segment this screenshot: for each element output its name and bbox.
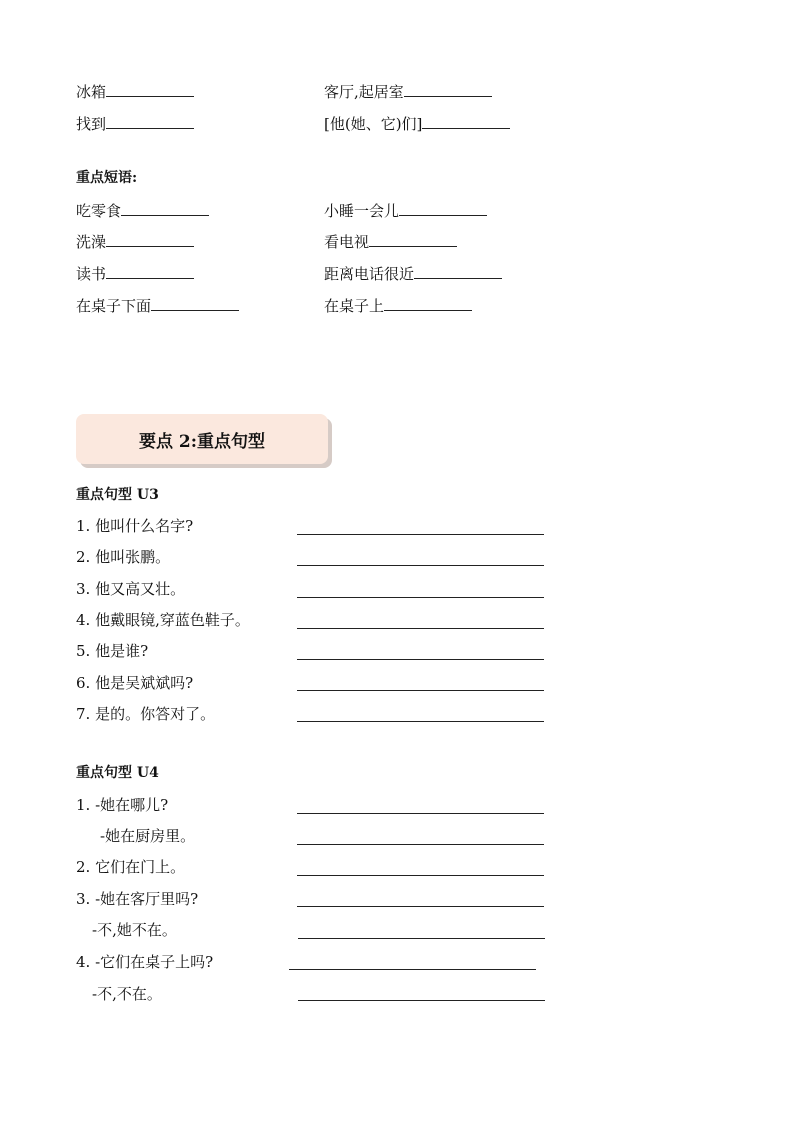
phrase-label: 读书 (76, 265, 107, 283)
answer-blank[interactable] (106, 264, 194, 279)
answer-line[interactable] (297, 875, 544, 876)
answer-line[interactable] (297, 628, 544, 629)
answer-line[interactable] (297, 721, 544, 722)
vocab-item-living-room (324, 82, 492, 102)
vocab-item-find (76, 114, 194, 134)
phrase-label: 在桌子上 (324, 297, 385, 315)
vocab-label: 客厅,起居室 (324, 83, 404, 101)
phrase-label: 洗澡 (76, 233, 107, 251)
phrases-heading: 重点短语: (76, 170, 138, 186)
phrase-item (76, 201, 209, 221)
phrase-label: 距离电话很近 (324, 265, 415, 283)
answer-blank[interactable] (151, 296, 239, 311)
phrase-item (324, 201, 487, 221)
phrase-label: 吃零食 (76, 202, 122, 220)
phrase-label: 看电视 (324, 233, 370, 251)
sentence-item: -不,她不在。 (92, 921, 177, 939)
phrase-item (324, 232, 457, 252)
phrase-item (324, 296, 472, 316)
answer-line[interactable] (297, 534, 544, 535)
answer-blank[interactable] (106, 232, 194, 247)
vocab-label: 冰箱 (76, 83, 107, 101)
answer-blank[interactable] (404, 82, 492, 97)
sentence-item: 2. 他叫张鹏。 (76, 548, 171, 566)
vocab-item-they (324, 114, 510, 134)
answer-blank[interactable] (414, 264, 502, 279)
answer-line[interactable] (297, 813, 544, 814)
phrase-item (76, 296, 239, 316)
answer-line[interactable] (297, 690, 544, 691)
answer-blank[interactable] (121, 201, 209, 216)
vocab-label: [他(她、它)们] (324, 115, 423, 133)
sentence-item: -她在厨房里。 (100, 827, 196, 845)
sentence-item: 6. 他是吴斌斌吗? (76, 674, 194, 692)
answer-blank[interactable] (106, 82, 194, 97)
sentence-item: 7. 是的。你答对了。 (76, 705, 216, 723)
vocab-item-fridge (76, 82, 194, 102)
answer-line[interactable] (298, 938, 545, 939)
sentence-item: 4. 他戴眼镜,穿蓝色鞋子。 (76, 611, 250, 629)
u3-heading: 重点句型 U3 (76, 487, 159, 503)
answer-line[interactable] (297, 597, 544, 598)
sentence-item: 1. 他叫什么名字? (76, 517, 194, 535)
sentence-item: -不,不在。 (92, 985, 162, 1003)
phrase-item (76, 264, 194, 284)
answer-blank[interactable] (384, 296, 472, 311)
answer-blank[interactable] (422, 114, 510, 129)
vocab-label: 找到 (76, 115, 107, 133)
answer-blank[interactable] (399, 201, 487, 216)
sentence-item: 5. 他是谁? (76, 642, 149, 660)
phrase-item (324, 264, 502, 284)
sentence-item: 1. -她在哪儿? (76, 796, 169, 814)
answer-blank[interactable] (106, 114, 194, 129)
answer-line[interactable] (297, 906, 544, 907)
answer-line[interactable] (297, 659, 544, 660)
answer-line[interactable] (298, 1000, 545, 1001)
section-title: 要点 2:重点句型 (138, 431, 266, 452)
sentence-item: 3. -她在客厅里吗? (76, 890, 199, 908)
u4-heading: 重点句型 U4 (76, 765, 159, 781)
sentence-item: 4. -它们在桌子上吗? (76, 953, 214, 971)
phrase-label: 小睡一会儿 (324, 202, 400, 220)
answer-line[interactable] (289, 969, 536, 970)
phrase-label: 在桌子下面 (76, 297, 152, 315)
answer-blank[interactable] (369, 232, 457, 247)
sentence-item: 3. 他又高又壮。 (76, 580, 186, 598)
sentence-item: 2. 它们在门上。 (76, 858, 186, 876)
phrase-item (76, 232, 194, 252)
section-banner (76, 414, 328, 464)
answer-line[interactable] (297, 565, 544, 566)
answer-line[interactable] (297, 844, 544, 845)
